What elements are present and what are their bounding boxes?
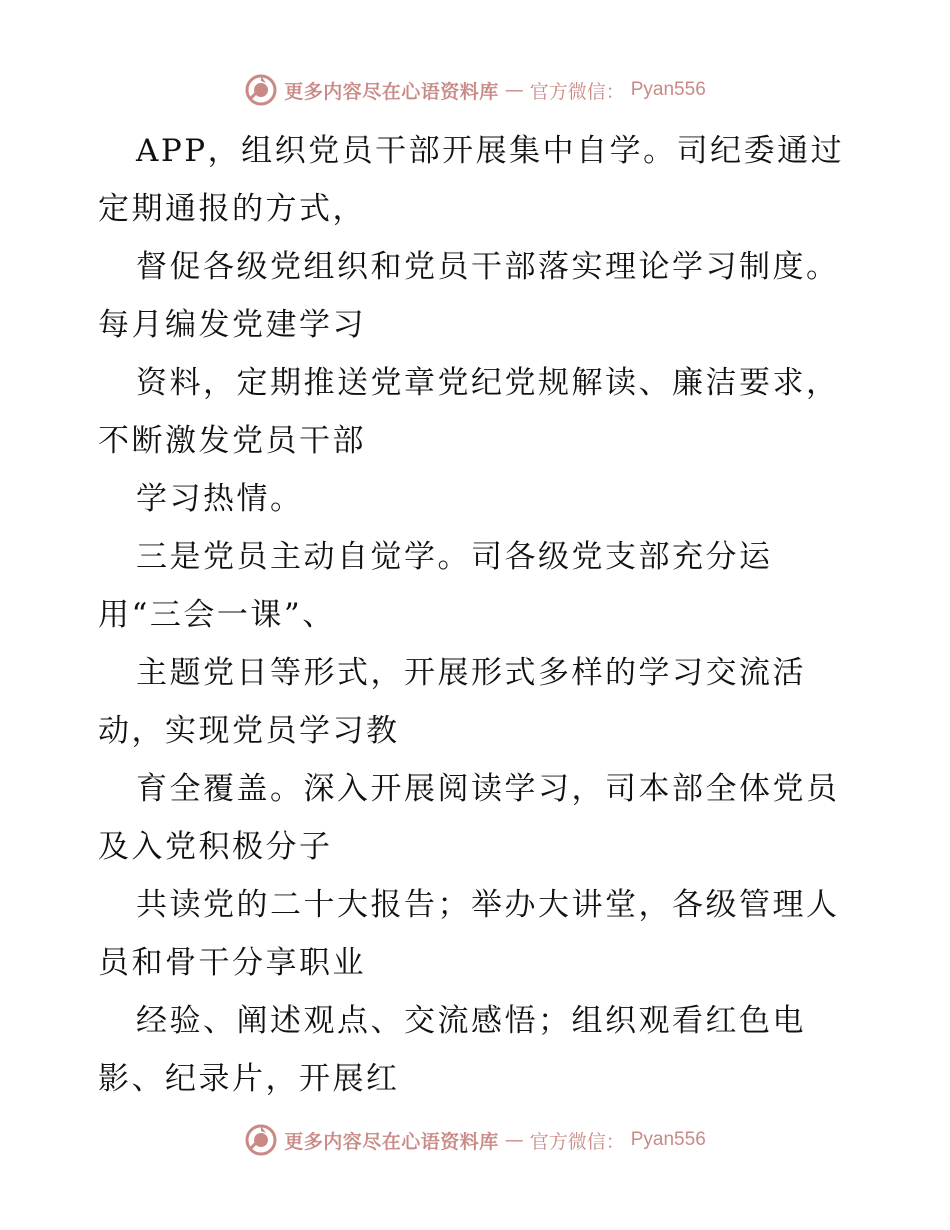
watermark-text: 更多内容尽在心语资料库 xyxy=(284,80,499,103)
watermark-suffix-label: 官方微信： xyxy=(529,80,625,103)
text-line: 资料，定期推送党章党纪党规解读、廉洁要求， xyxy=(136,365,840,401)
text-line: 经验、阐述观点、交流感悟；组织观看红色电 xyxy=(136,1003,806,1039)
text-line: 不断激发党员干部 xyxy=(98,423,366,459)
text-line: 每月编发党建学习 xyxy=(98,307,366,343)
text-line: 动，实现党员学习教 xyxy=(98,713,400,749)
watermark-suffix-id: Pyan556 xyxy=(630,79,706,100)
text-line: 影、纪录片，开展红 xyxy=(98,1061,400,1097)
text-line: 及入党积极分子 xyxy=(98,829,333,865)
watermark-footer xyxy=(0,1120,950,1160)
watermark-header xyxy=(0,70,950,110)
watermark-suffix-label: 官方微信： xyxy=(529,1130,625,1153)
text-line: 定期通报的方式， xyxy=(98,191,366,227)
text-line: 学习热情。 xyxy=(136,481,304,517)
watermark-separator: — xyxy=(504,1129,524,1151)
watermark-separator: — xyxy=(504,79,524,101)
text-line: 用“三会一课”、 xyxy=(98,597,336,633)
text-line: 员和骨干分享职业 xyxy=(98,945,366,981)
text-line: 主题党日等形式，开展形式多样的学习交流活 xyxy=(136,655,806,691)
watermark-logo-icon xyxy=(244,1123,278,1157)
watermark-text: 更多内容尽在心语资料库 xyxy=(284,1130,499,1153)
watermark-suffix-id: Pyan556 xyxy=(630,1129,706,1150)
document-body xyxy=(98,122,888,1108)
text-line: 共读党的二十大报告；举办大讲堂，各级管理人 xyxy=(136,887,840,923)
text-line: 督促各级党组织和党员干部落实理论学习制度。 xyxy=(136,249,840,285)
text-line: 三是党员主动自觉学。司各级党支部充分运 xyxy=(136,539,773,575)
text-line: 育全覆盖。深入开展阅读学习，司本部全体党员 xyxy=(136,771,840,807)
text-line: APP，组织党员干部开展集中自学。司纪委通过 xyxy=(136,133,845,169)
watermark-logo-icon xyxy=(244,73,278,107)
